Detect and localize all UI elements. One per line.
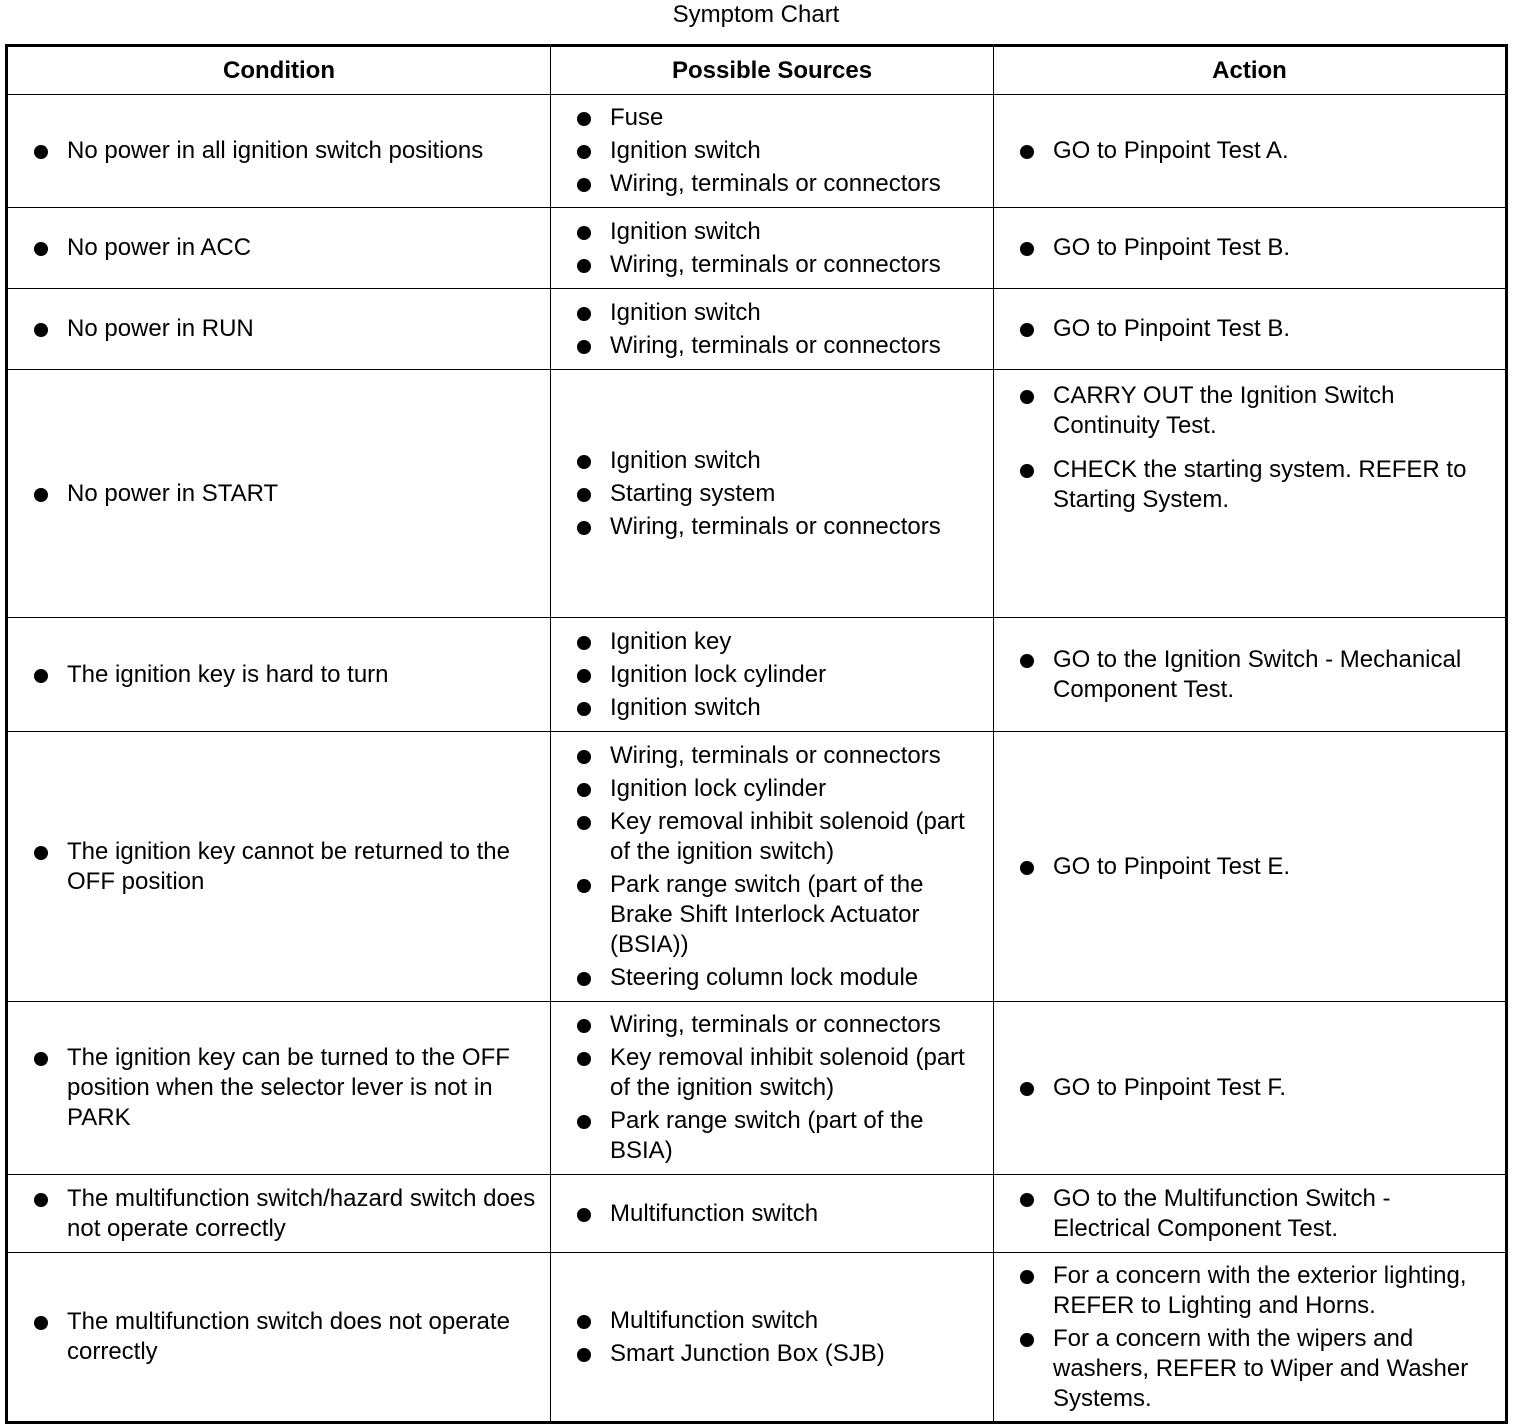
sources-cell	[551, 1253, 994, 1423]
action-cell	[994, 289, 1507, 370]
source-item: Wiring, terminals or connectors	[575, 1010, 981, 1040]
source-item: Ignition lock cylinder	[575, 660, 981, 690]
source-item: Ignition lock cylinder	[575, 774, 981, 804]
sources-cell	[551, 732, 994, 1002]
source-item: Wiring, terminals or connectors	[575, 741, 981, 771]
condition-item: No power in START	[32, 479, 538, 509]
sources-cell	[551, 95, 994, 208]
condition-item: No power in all ignition switch positions	[32, 136, 538, 166]
action-item: GO to the Multifunction Switch - Electrical Component Test.	[1018, 1184, 1493, 1244]
condition-cell	[7, 95, 551, 208]
source-item: Multifunction switch	[575, 1199, 981, 1229]
source-item: Wiring, terminals or connectors	[575, 169, 981, 199]
condition-item: The ignition key is hard to turn	[32, 660, 538, 690]
condition-cell	[7, 732, 551, 1002]
source-item: Park range switch (part of the BSIA)	[575, 1106, 981, 1166]
header-possible-sources: Possible Sources	[551, 46, 994, 95]
condition-cell	[7, 1002, 551, 1175]
source-item: Wiring, terminals or connectors	[575, 250, 981, 280]
action-item: GO to Pinpoint Test A.	[1018, 136, 1493, 166]
table-row	[7, 1175, 1507, 1253]
source-item: Fuse	[575, 103, 981, 133]
action-item: GO to Pinpoint Test F.	[1018, 1073, 1493, 1103]
source-item: Starting system	[575, 479, 981, 509]
table-row	[7, 370, 1507, 618]
source-item: Ignition switch	[575, 446, 981, 476]
condition-item: No power in RUN	[32, 314, 538, 344]
source-item: Smart Junction Box (SJB)	[575, 1339, 981, 1369]
source-item: Ignition switch	[575, 693, 981, 723]
condition-item: The multifunction switch/hazard switch does not operate correctly	[32, 1184, 538, 1244]
sources-cell	[551, 1175, 994, 1253]
sources-cell	[551, 289, 994, 370]
header-action: Action	[994, 46, 1507, 95]
condition-cell	[7, 618, 551, 732]
table-row	[7, 95, 1507, 208]
condition-item: The ignition key can be turned to the OFF position when the selector lever is not in PARK	[32, 1043, 538, 1133]
action-cell	[994, 618, 1507, 732]
source-item: Key removal inhibit solenoid (part of the ignition switch)	[575, 807, 981, 867]
condition-item: No power in ACC	[32, 233, 538, 263]
source-item: Key removal inhibit solenoid (part of the ignition switch)	[575, 1043, 981, 1103]
action-cell	[994, 1253, 1507, 1423]
source-item: Steering column lock module	[575, 963, 981, 993]
source-item: Ignition switch	[575, 136, 981, 166]
condition-item: The ignition key cannot be returned to the OFF position	[32, 837, 538, 897]
source-item: Ignition key	[575, 627, 981, 657]
action-item: GO to the Ignition Switch - Mechanical Component Test.	[1018, 645, 1493, 705]
sources-cell	[551, 1002, 994, 1175]
action-cell	[994, 1175, 1507, 1253]
action-item: GO to Pinpoint Test E.	[1018, 852, 1493, 882]
sources-cell	[551, 618, 994, 732]
action-item: For a concern with the exterior lighting, REFER to Lighting and Horns.	[1018, 1261, 1493, 1321]
table-row	[7, 289, 1507, 370]
action-cell	[994, 208, 1507, 289]
sources-cell	[551, 370, 994, 618]
action-item: GO to Pinpoint Test B.	[1018, 233, 1493, 263]
condition-item: The multifunction switch does not operate correctly	[32, 1307, 538, 1367]
source-item: Wiring, terminals or connectors	[575, 512, 981, 542]
action-cell	[994, 370, 1507, 618]
condition-cell	[7, 1175, 551, 1253]
source-item: Ignition switch	[575, 217, 981, 247]
action-item: CARRY OUT the Ignition Switch Continuity Test.	[1018, 381, 1493, 441]
condition-cell	[7, 208, 551, 289]
table-row	[7, 732, 1507, 1002]
sources-cell	[551, 208, 994, 289]
source-item: Park range switch (part of the Brake Shift Interlock Actuator (BSIA))	[575, 870, 981, 960]
table-row	[7, 1253, 1507, 1423]
condition-cell	[7, 370, 551, 618]
header-row	[7, 46, 1507, 95]
source-item: Multifunction switch	[575, 1306, 981, 1336]
table-row	[7, 208, 1507, 289]
action-item: GO to Pinpoint Test B.	[1018, 314, 1493, 344]
action-cell	[994, 1002, 1507, 1175]
table-row	[7, 618, 1507, 732]
action-cell	[994, 95, 1507, 208]
condition-cell	[7, 289, 551, 370]
symptom-chart-table	[5, 44, 1508, 1424]
condition-cell	[7, 1253, 551, 1423]
chart-caption: Symptom Chart	[672, 1, 840, 28]
action-item: For a concern with the wipers and washers, REFER to Wiper and Washer Systems.	[1018, 1324, 1493, 1414]
source-item: Ignition switch	[575, 298, 981, 328]
source-item: Wiring, terminals or connectors	[575, 331, 981, 361]
header-condition: Condition	[7, 46, 551, 95]
table-row	[7, 1002, 1507, 1175]
action-cell	[994, 732, 1507, 1002]
action-item: CHECK the starting system. REFER to Starting System.	[1018, 455, 1493, 515]
